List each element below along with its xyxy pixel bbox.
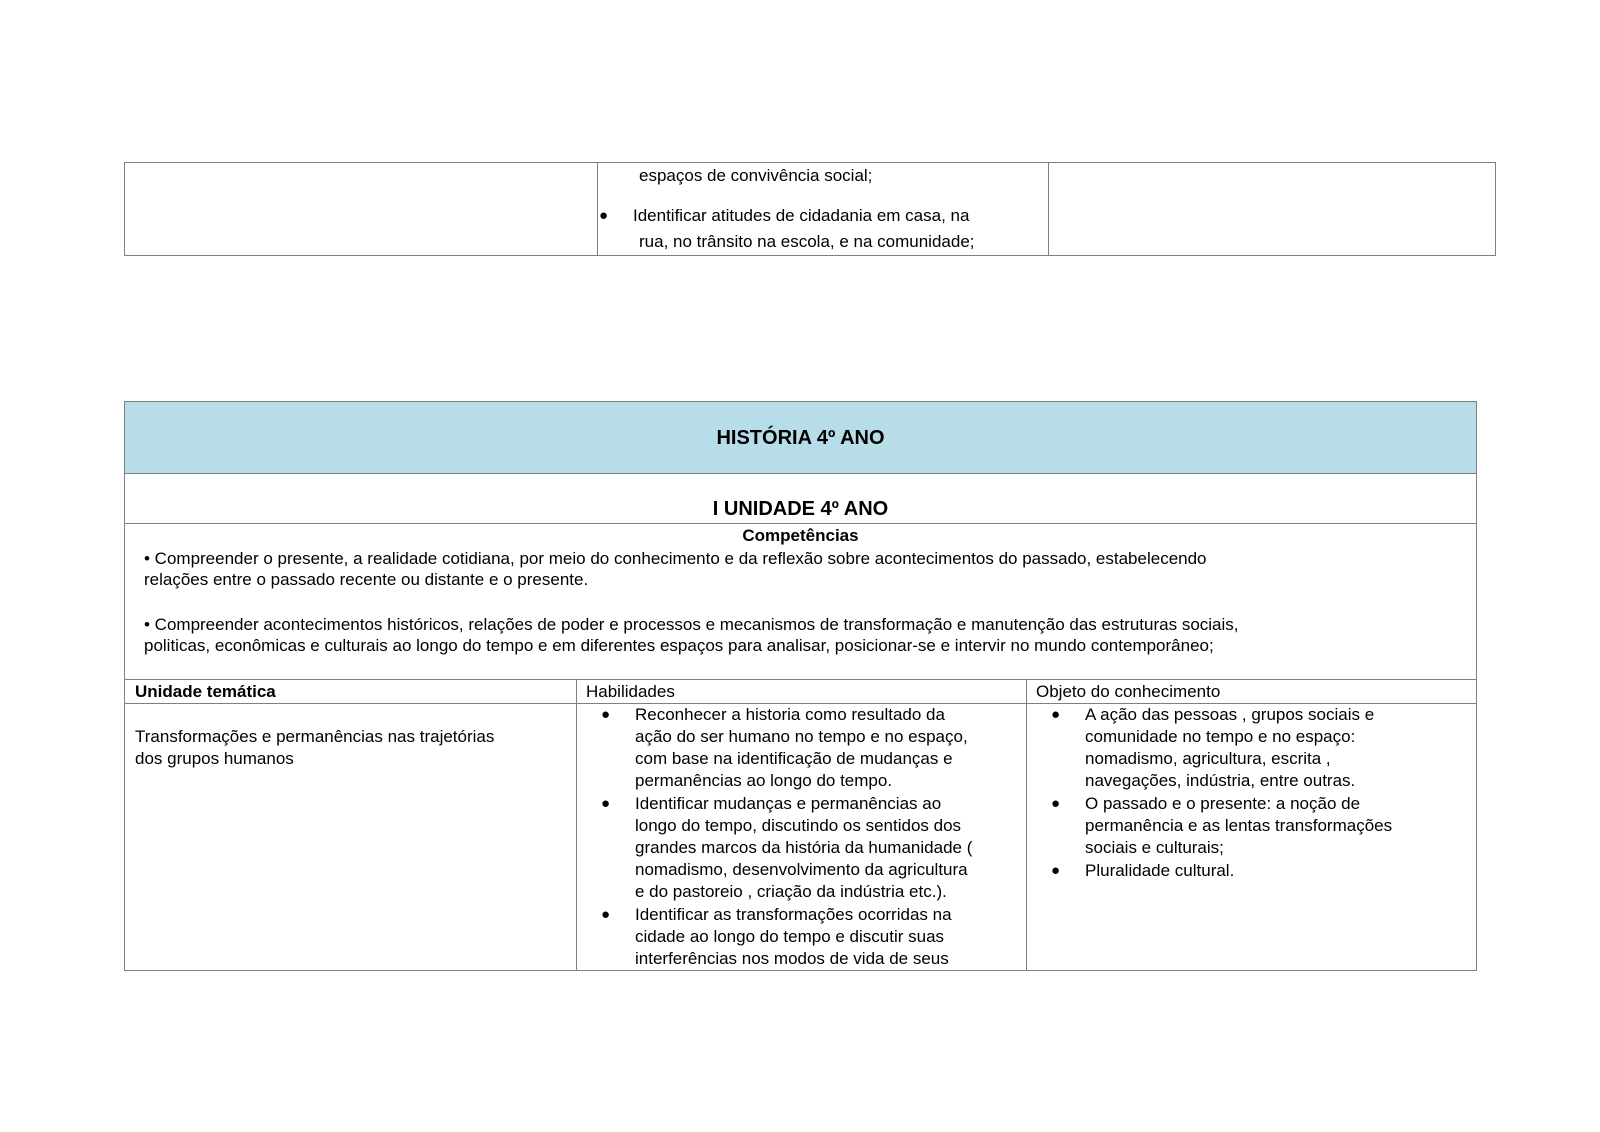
competencias-title: Competências bbox=[742, 526, 859, 545]
continuation-text: espaços de convivência social; bbox=[639, 166, 873, 185]
habilidade-item: Reconhecer a historia como resultado da bbox=[635, 705, 945, 724]
habilidade-item: interferências nos modos de vida de seus bbox=[635, 949, 949, 968]
curriculum-table bbox=[124, 401, 1477, 971]
column-divider bbox=[597, 163, 598, 255]
habilidade-item: Identificar as transformações ocorridas na bbox=[635, 905, 952, 924]
habilidade-item: longo do tempo, discutindo os sentidos dos bbox=[635, 816, 962, 835]
habilidade-item: permanências ao longo do tempo. bbox=[635, 771, 893, 790]
objeto-item: permanência e as lentas transformações bbox=[1085, 816, 1393, 835]
habilidade-item: Identificar mudanças e permanências ao bbox=[635, 794, 942, 813]
bullet-icon: ● bbox=[601, 706, 611, 723]
continuation-bullet-text: rua, no trânsito na escola, e na comunidade; bbox=[639, 232, 975, 251]
bullet-icon: ● bbox=[1051, 795, 1061, 812]
column-header-unidade: Unidade temática bbox=[135, 682, 276, 701]
bullet-icon: ● bbox=[1051, 862, 1061, 879]
table-header-band bbox=[125, 402, 1476, 474]
objeto-item: nomadismo, agricultura, escrita , bbox=[1085, 749, 1331, 768]
habilidade-item: e do pastoreio , criação da indústria etc.). bbox=[635, 882, 947, 901]
continuation-bullet-text: Identificar atitudes de cidadania em casa, na bbox=[633, 206, 970, 225]
competencia-item: politicas, econômicas e culturais ao longo do tempo e em diferentes espaços para analisar, posicionar-se e intervir no mundo contemporâneo; bbox=[144, 636, 1214, 655]
objeto-item: O passado e o presente: a noção de bbox=[1085, 794, 1361, 813]
unidade-tematica-text: Transformações e permanências nas trajetórias bbox=[135, 727, 495, 746]
objeto-item: Pluralidade cultural. bbox=[1085, 861, 1235, 880]
bullet-icon: ● bbox=[599, 207, 609, 224]
column-divider bbox=[576, 680, 577, 970]
habilidade-item: cidade ao longo do tempo e discutir suas bbox=[635, 927, 945, 946]
habilidade-item: nomadismo, desenvolvimento da agricultura bbox=[635, 860, 968, 879]
competencia-item: • Compreender o presente, a realidade cotidiana, por meio do conhecimento e da reflexão sobre acontecimentos do passado, estabelecendo bbox=[144, 549, 1207, 568]
column-divider bbox=[1048, 163, 1049, 255]
competencia-item: • Compreender acontecimentos históricos, relações de poder e processos e mecanismos de transformação e manutenção das estruturas sociais, bbox=[144, 615, 1239, 634]
unit-title: I UNIDADE 4º ANO bbox=[712, 498, 889, 520]
objeto-item: sociais e culturais; bbox=[1085, 838, 1224, 857]
unit-row bbox=[125, 474, 1476, 524]
habilidade-item: ação do ser humano no tempo e no espaço, bbox=[635, 727, 968, 746]
objeto-item: comunidade no tempo e no espaço: bbox=[1085, 727, 1356, 746]
column-header-row bbox=[125, 680, 1476, 704]
column-divider bbox=[1026, 680, 1027, 970]
unidade-tematica-text: dos grupos humanos bbox=[135, 749, 294, 768]
competencia-item: relações entre o passado recente ou distante e o presente. bbox=[144, 570, 589, 589]
column-header-habilidades: Habilidades bbox=[586, 682, 675, 701]
competencias-section bbox=[125, 524, 1476, 680]
continuation-table bbox=[124, 162, 1496, 256]
habilidade-item: grandes marcos da história da humanidade ( bbox=[635, 838, 973, 857]
page-title: HISTÓRIA 4º ANO bbox=[716, 427, 885, 449]
objeto-item: A ação das pessoas , grupos sociais e bbox=[1085, 705, 1375, 724]
bullet-icon: ● bbox=[1051, 706, 1061, 723]
column-header-objeto: Objeto do conhecimento bbox=[1036, 682, 1221, 701]
objeto-item: navegações, indústria, entre outras. bbox=[1085, 771, 1356, 790]
habilidade-item: com base na identificação de mudanças e bbox=[635, 749, 953, 768]
bullet-icon: ● bbox=[601, 906, 611, 923]
bullet-icon: ● bbox=[601, 795, 611, 812]
